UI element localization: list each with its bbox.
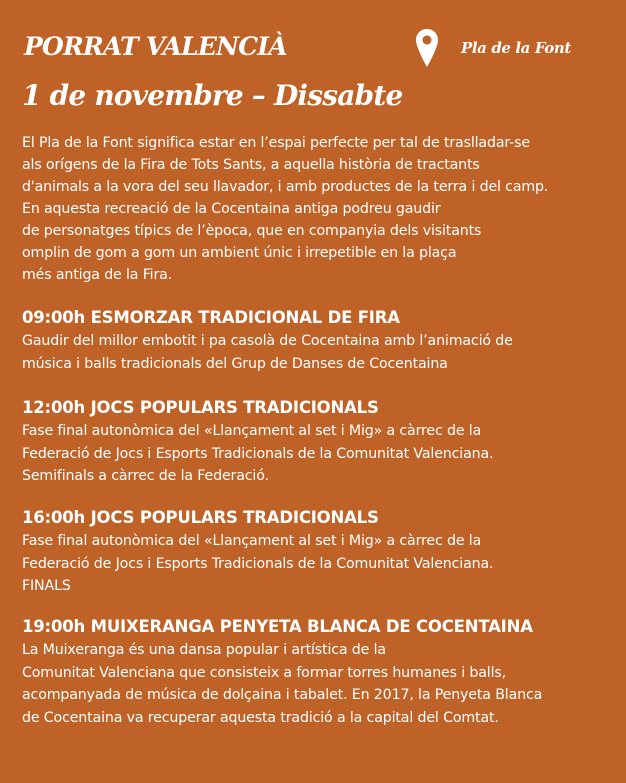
intro-line: de personatges típics de l’època, que en companyia dels visitants — [22, 223, 482, 239]
description-line: Federació de Jocs i Esports Tradicionals de la Comunitat Valenciana. — [22, 445, 494, 462]
schedule-item-description — [22, 530, 622, 598]
description-line: Comunitat Valenciana que consisteix a formar torres humanes i balls, — [22, 664, 506, 681]
intro-line: d'animals a la vora del seu llavador, i amb productes de la terra i del camp. — [22, 179, 549, 195]
location-label: Pla de la Font — [461, 39, 571, 57]
description-line: de Cocentaina va recuperar aquesta tradició a la capital del Comtat. — [22, 709, 499, 726]
schedule-item-title: 12:00h JOCS POPULARS TRADICIONALS — [22, 398, 379, 417]
header — [0, 0, 626, 125]
schedule-item-jocs-semifinals — [22, 396, 622, 488]
schedule-item-title: 09:00h ESMORZAR TRADICIONAL DE FIRA — [22, 308, 400, 327]
schedule-item-description — [22, 639, 622, 729]
schedule-item-jocs-finals — [22, 506, 622, 598]
intro-line: En aquesta recreació de la Cocentaina antiga podreu gaudir — [22, 201, 441, 217]
location — [415, 28, 571, 68]
description-line: Fase final autonòmica del «Llançament al set i Mig» a càrrec de la — [22, 423, 482, 439]
description-line: Semifinals a càrrec de la Federació. — [22, 468, 269, 484]
description-line: La Muixeranga és una dansa popular i artística de la — [22, 642, 386, 658]
intro-line: als orígens de la Fira de Tots Sants, a aquella història de tractants — [22, 157, 480, 173]
description-line: Gaudir del millor embotit i pa casolà de Cocentaina amb l’animació de — [22, 333, 513, 349]
description-line: Federació de Jocs i Esports Tradicionals de la Comunitat Valenciana. — [22, 555, 494, 572]
description-line: acompanyada de música de dolçaina i tabalet. En 2017, la Penyeta Blanca — [22, 687, 543, 703]
intro-paragraph — [22, 132, 622, 286]
schedule-item-description — [22, 330, 622, 375]
map-pin-icon — [415, 28, 439, 68]
intro-line: El Pla de la Font significa estar en l’espai perfecte per tal de traslladar-se — [22, 135, 530, 151]
description-line: FINALS — [22, 578, 71, 594]
description-line: Fase final autonòmica del «Llançament al set i Mig» a càrrec de la — [22, 533, 482, 549]
schedule-item-title: 19:00h MUIXERANGA PENYETA BLANCA DE COCENTAINA — [22, 617, 533, 636]
schedule-item-title: 16:00h JOCS POPULARS TRADICIONALS — [22, 508, 379, 527]
intro-line: més antiga de la Fira. — [22, 267, 173, 283]
event-title: PORRAT VALENCIÀ — [24, 32, 287, 61]
schedule-item-muixeranga — [22, 615, 622, 729]
event-date: 1 de novembre – Dissabte — [22, 79, 403, 112]
intro-line: omplin de gom a gom un ambient únic i irrepetible en la plaça — [22, 245, 457, 261]
description-line: música i balls tradicionals del Grup de Danses de Cocentaina — [22, 355, 448, 372]
schedule-item-esmorzar — [22, 306, 622, 375]
schedule-item-description — [22, 420, 622, 488]
